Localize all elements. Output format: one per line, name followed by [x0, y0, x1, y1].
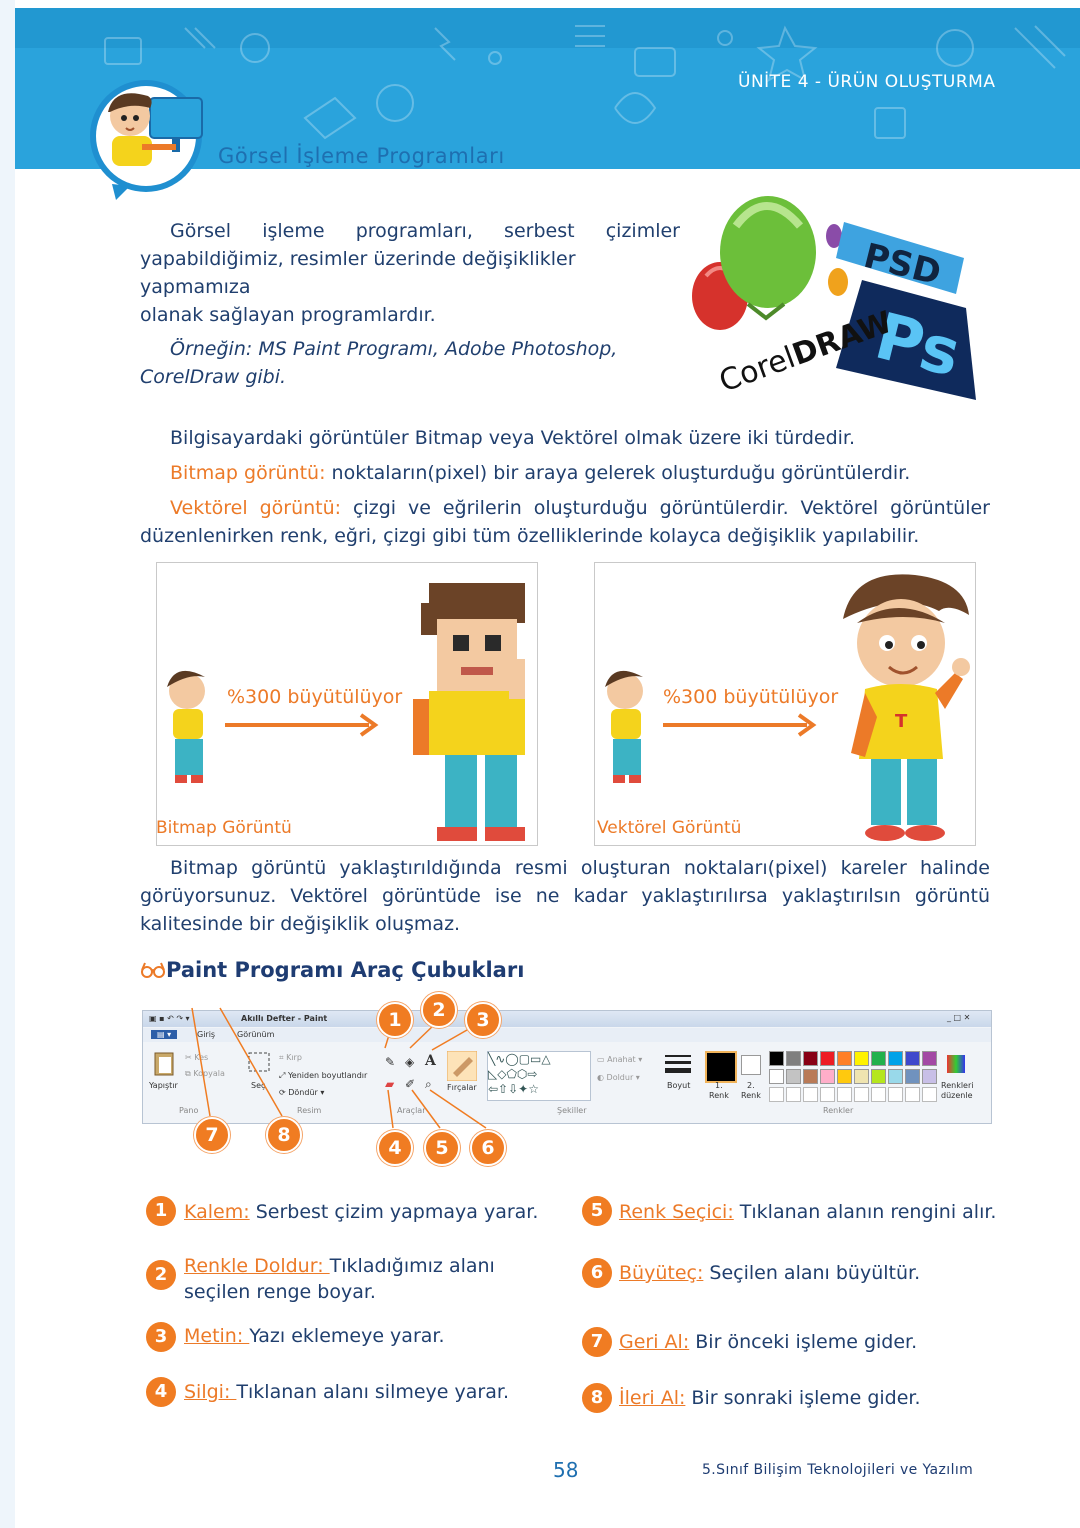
callout-7: 7 — [194, 1117, 230, 1153]
tool-description — [184, 1379, 509, 1405]
color1-label: Renk — [709, 1091, 729, 1100]
tab-home[interactable]: Giriş — [197, 1030, 216, 1039]
tool-label: Renkle Doldur: — [184, 1255, 330, 1277]
color-picker-tool-icon[interactable]: ✐ — [405, 1077, 416, 1091]
vector-scale-label: %300 büyütülüyor — [663, 686, 839, 708]
tool-text: Tıklanan alanın rengini alır. — [733, 1201, 997, 1223]
eraser-tool-icon[interactable]: ▰ — [385, 1077, 395, 1091]
unit-label: ÜNİTE 4 - ÜRÜN OLUŞTURMA — [738, 72, 996, 92]
tool-description — [619, 1329, 917, 1355]
group-image: Resim — [297, 1106, 322, 1115]
palette-empty-slot[interactable] — [820, 1087, 835, 1102]
tool-description — [184, 1199, 538, 1225]
resize-button[interactable]: ⤢ Yeniden boyutlandır — [279, 1071, 368, 1080]
file-menu-button[interactable]: ▤ ▾ — [151, 1030, 177, 1039]
shapes-row-2: ◺◇⬠⬡⇨ — [488, 1067, 538, 1081]
palette-swatch[interactable] — [769, 1051, 784, 1066]
vector-text-1: çizgi ve eğrilerin oluşturduğu görüntülerdir. Vektörel görüntüler — [341, 497, 990, 519]
shapes-row-3: ⇦⇧⇩✦☆ — [488, 1082, 539, 1096]
palette-swatch[interactable] — [803, 1069, 818, 1084]
palette-swatch[interactable] — [922, 1051, 937, 1066]
vector-definition — [140, 494, 990, 522]
tool-label: Silgi: — [184, 1381, 237, 1403]
palette-swatch[interactable] — [854, 1069, 869, 1084]
palette-swatch[interactable] — [871, 1069, 886, 1084]
ps-label: Ps — [868, 299, 968, 392]
corel-bold: DRAW — [787, 304, 897, 373]
palette-empty-slot[interactable] — [803, 1087, 818, 1102]
corel-light: Corel — [714, 340, 800, 400]
callout-8: 8 — [266, 1117, 302, 1153]
palette-empty-slot[interactable] — [905, 1087, 920, 1102]
palette-swatch[interactable] — [905, 1051, 920, 1066]
para2-line-3: kalitesinde bir değişiklik oluşmaz. — [140, 913, 461, 935]
tool-number: 8 — [582, 1383, 612, 1413]
color2-label: Renk — [741, 1091, 761, 1100]
palette-swatch[interactable] — [888, 1069, 903, 1084]
pencil-tool-icon[interactable]: ✎ — [385, 1055, 396, 1069]
intro-line-3: olanak sağlayan programlardır. — [140, 304, 436, 326]
page-left-margin — [0, 0, 15, 1528]
callout-4: 4 — [377, 1130, 413, 1166]
vector-text-2: düzenlenirken renk, eğri, çizgi gibi tüm özelliklerinde kolayca değişiklik yapılabilir. — [140, 525, 920, 547]
copy-label[interactable]: ⧉ Kopyala — [185, 1069, 225, 1078]
mascot-avatar — [82, 74, 214, 202]
bitmap-scale-label: %300 büyütülüyor — [227, 686, 403, 708]
callout-2: 2 — [421, 992, 457, 1028]
color2-number: 2. — [747, 1081, 755, 1090]
tool-number: 7 — [582, 1327, 612, 1357]
svg-text:T: T — [895, 711, 908, 732]
palette-swatch[interactable] — [905, 1069, 920, 1084]
palette-empty-slot[interactable] — [837, 1087, 852, 1102]
intro-line-2: yapabildiğimiz, resimler üzerinde değişiklikler yapmamıza — [140, 248, 576, 298]
tool-label: Kalem: — [184, 1201, 250, 1223]
bitmap-image-box — [156, 562, 538, 846]
tool-number: 5 — [582, 1196, 612, 1226]
image-types-paragraph — [140, 424, 990, 550]
tool-description — [619, 1199, 996, 1225]
palette-empty-slot[interactable] — [922, 1087, 937, 1102]
palette-swatch[interactable] — [854, 1051, 869, 1066]
vector-image-box — [594, 562, 976, 846]
tool-text: Tıklanan alanı silmeye yarar. — [236, 1381, 509, 1403]
size-label: Boyut — [667, 1081, 691, 1090]
palette-swatch[interactable] — [786, 1069, 801, 1084]
toolbar-section-title: Paint Programı Araç Çubukları — [166, 958, 525, 982]
para2-line-2: görüyorsunuz. Vektörel görüntüde ise ne kadar yaklaştırılırsa yaklaştırılsın görüntü — [140, 885, 990, 907]
software-logos — [686, 196, 986, 406]
tool-number: 2 — [146, 1260, 176, 1290]
vector-caption: Vektörel Görüntü — [597, 818, 742, 838]
tool-label: Geri Al: — [619, 1331, 690, 1353]
tool-label: Renk Seçici: — [619, 1201, 734, 1223]
tool-description — [184, 1253, 495, 1305]
callout-5: 5 — [424, 1130, 460, 1166]
palette-empty-slot[interactable] — [854, 1087, 869, 1102]
tool-text: Bir önceki işleme gider. — [689, 1331, 918, 1353]
intro-paragraph — [140, 217, 680, 391]
palette-swatch[interactable] — [888, 1051, 903, 1066]
edit-colors-icon[interactable] — [945, 1053, 967, 1075]
bitmap-text: noktaların(pixel) bir araya gelerek oluşturduğu görüntülerdir. — [325, 462, 911, 484]
tool-text: Bir sonraki işleme gider. — [685, 1387, 921, 1409]
palette-swatch[interactable] — [820, 1069, 835, 1084]
tool-number: 4 — [146, 1377, 176, 1407]
group-shapes: Şekiller — [557, 1106, 587, 1115]
tab-view[interactable]: Görünüm — [237, 1030, 275, 1039]
brushes-label: Fırçalar — [447, 1083, 477, 1092]
page-number: 58 — [553, 1458, 579, 1482]
tool-number: 6 — [582, 1258, 612, 1288]
palette-swatch[interactable] — [871, 1051, 886, 1066]
intro-line-1: Görsel işleme programları, serbest çizimler — [170, 220, 680, 242]
window-controls: _ □ ✕ — [947, 1013, 971, 1022]
group-tools: Araçlar — [397, 1106, 426, 1115]
bitmap-term: Bitmap görüntü: — [170, 462, 326, 484]
select-label: Seç — [251, 1081, 266, 1090]
edit-colors-label-2: düzenle — [941, 1091, 973, 1100]
fill-button[interactable]: ◐ Doldur ▾ — [597, 1073, 640, 1082]
tool-description — [619, 1385, 921, 1411]
palette-swatch[interactable] — [786, 1051, 801, 1066]
rotate-button[interactable]: ⟳ Döndür ▾ — [279, 1088, 325, 1097]
palette-empty-slot[interactable] — [786, 1087, 801, 1102]
group-colors: Renkler — [823, 1106, 854, 1115]
types-intro: Bilgisayardaki görüntüler Bitmap veya Vektörel olmak üzere iki türdedir. — [170, 427, 856, 449]
shapes-row-1: ╲∿◯▢▭△ — [488, 1052, 551, 1066]
zoom-explanation-paragraph — [140, 854, 990, 938]
cut-label[interactable]: ✂ Kes — [185, 1053, 209, 1062]
palette-swatch[interactable] — [803, 1051, 818, 1066]
tool-text: Seçilen alanı büyültür. — [703, 1262, 921, 1284]
color1-swatch[interactable] — [705, 1051, 737, 1083]
palette-empty-slot[interactable] — [871, 1087, 886, 1102]
color-palette — [769, 1051, 939, 1091]
psd-label: PSD — [859, 235, 945, 294]
tool-description — [184, 1323, 445, 1349]
palette-empty-slot[interactable] — [888, 1087, 903, 1102]
tool-label: İleri Al: — [619, 1387, 686, 1409]
intro-example-1: Örneğin: MS Paint Programı, Adobe Photoshop, — [170, 338, 618, 360]
tool-number: 1 — [146, 1196, 176, 1226]
palette-swatch[interactable] — [820, 1051, 835, 1066]
size-icon[interactable] — [665, 1053, 691, 1077]
tool-description — [619, 1260, 920, 1286]
tool-label: Metin: — [184, 1325, 250, 1347]
palette-empty-slot[interactable] — [769, 1087, 784, 1102]
tool-text: Tıkladığımız alanı — [329, 1255, 495, 1277]
para2-line-1: Bitmap görüntü yaklaştırıldığında resmi oluşturan noktaları(pixel) kareler halinde — [170, 857, 990, 879]
callout-1: 1 — [377, 1002, 413, 1038]
tool-text: Serbest çizim yapmaya yarar. — [249, 1201, 539, 1223]
paint-window-title: Akıllı Defter - Paint — [241, 1014, 328, 1023]
tool-label: Büyüteç: — [619, 1262, 704, 1284]
bitmap-definition — [140, 459, 990, 487]
palette-swatch[interactable] — [922, 1069, 937, 1084]
glasses-icon — [140, 961, 166, 979]
tool-number: 3 — [146, 1322, 176, 1352]
callout-6: 6 — [470, 1130, 506, 1166]
edit-colors-label-1: Renkleri — [941, 1081, 974, 1090]
paint-quick-access-icons: ▣ ▪ ↶ ↷ ▾ — [149, 1014, 190, 1023]
paste-label: Yapıştır — [149, 1081, 178, 1090]
color2-swatch[interactable] — [741, 1055, 761, 1075]
intro-example-2: CorelDraw gibi. — [140, 366, 287, 388]
magnifier-tool-icon[interactable]: ⌕ — [425, 1077, 432, 1091]
group-clipboard: Pano — [179, 1106, 199, 1115]
outline-button[interactable]: ▭ Anahat ▾ — [597, 1055, 643, 1064]
section-title: Görsel İşleme Programları — [218, 144, 505, 168]
palette-swatch[interactable] — [837, 1069, 852, 1084]
callout-3: 3 — [465, 1002, 501, 1038]
fill-tool-icon[interactable]: ◈ — [405, 1055, 415, 1069]
crop-button[interactable]: ⌗ Kırp — [279, 1053, 302, 1062]
toolbar-section-heading — [140, 958, 524, 982]
palette-swatch[interactable] — [837, 1051, 852, 1066]
vector-term: Vektörel görüntü: — [170, 497, 342, 519]
color1-number: 1. — [715, 1081, 723, 1090]
book-title: 5.Sınıf Bilişim Teknolojileri ve Yazılım — [702, 1462, 974, 1478]
tool-text-2: seçilen renge boyar. — [184, 1281, 376, 1303]
bitmap-caption: Bitmap Görüntü — [156, 818, 292, 838]
text-tool-icon[interactable]: A — [425, 1053, 436, 1069]
tool-text: Yazı eklemeye yarar. — [249, 1325, 445, 1347]
palette-swatch[interactable] — [769, 1069, 784, 1084]
